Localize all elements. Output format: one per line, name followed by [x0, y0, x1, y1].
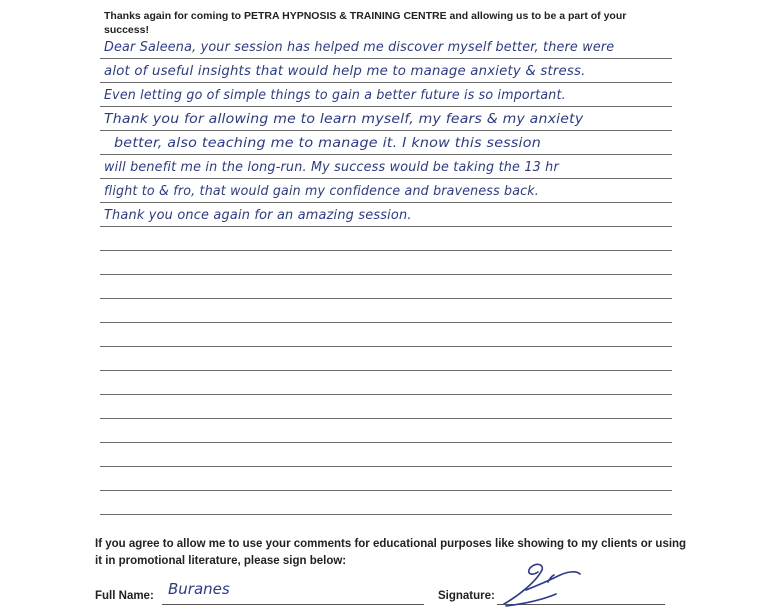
writing-line [100, 346, 672, 347]
signature-label: Signature: [438, 590, 495, 602]
handwritten-line: Thank you for allowing me to learn myself, my fears & my anxiety [104, 112, 584, 127]
writing-line [100, 322, 672, 323]
full-name-line [162, 604, 424, 605]
writing-line [100, 442, 672, 443]
writing-line [100, 154, 672, 155]
writing-line [100, 274, 672, 275]
writing-line [100, 130, 672, 131]
handwritten-line: better, also teaching me to manage it. I know this session [114, 136, 542, 151]
writing-line [100, 58, 672, 59]
thanks-header: Thanks again for coming to PETRA HYPNOSIS & TRAINING CENTRE and allowing us to be a part of your success! [104, 10, 627, 36]
writing-line [100, 106, 672, 107]
handwritten-signature [496, 560, 586, 610]
handwritten-line: Even letting go of simple things to gain a better future is so important. [104, 88, 566, 103]
writing-line [100, 490, 672, 491]
full-name-label: Full Name: [95, 590, 154, 602]
writing-line [100, 418, 672, 419]
writing-line [100, 202, 672, 203]
writing-line [100, 298, 672, 299]
writing-line [100, 250, 672, 251]
handwritten-line: Thank you once again for an amazing session. [104, 208, 412, 223]
writing-line [100, 178, 672, 179]
writing-line [100, 466, 672, 467]
writing-line [100, 226, 672, 227]
writing-line [100, 514, 672, 515]
consent-statement: If you agree to allow me to use your comments for educational purposes like showing to my clients or using it in promotional literature, please sign below: [95, 538, 687, 567]
handwritten-line: alot of useful insights that would help me to manage anxiety & stress. [104, 64, 586, 79]
handwritten-line: Dear Saleena, your session has helped me discover myself better, there were [104, 40, 615, 55]
handwritten-line: flight to & fro, that would gain my confidence and braveness back. [104, 184, 539, 199]
writing-line [100, 370, 672, 371]
full-name-value: Buranes [168, 580, 230, 598]
handwritten-line: will benefit me in the long-run. My success would be taking the 13 hr [104, 160, 559, 175]
writing-line [100, 394, 672, 395]
writing-line [100, 82, 672, 83]
